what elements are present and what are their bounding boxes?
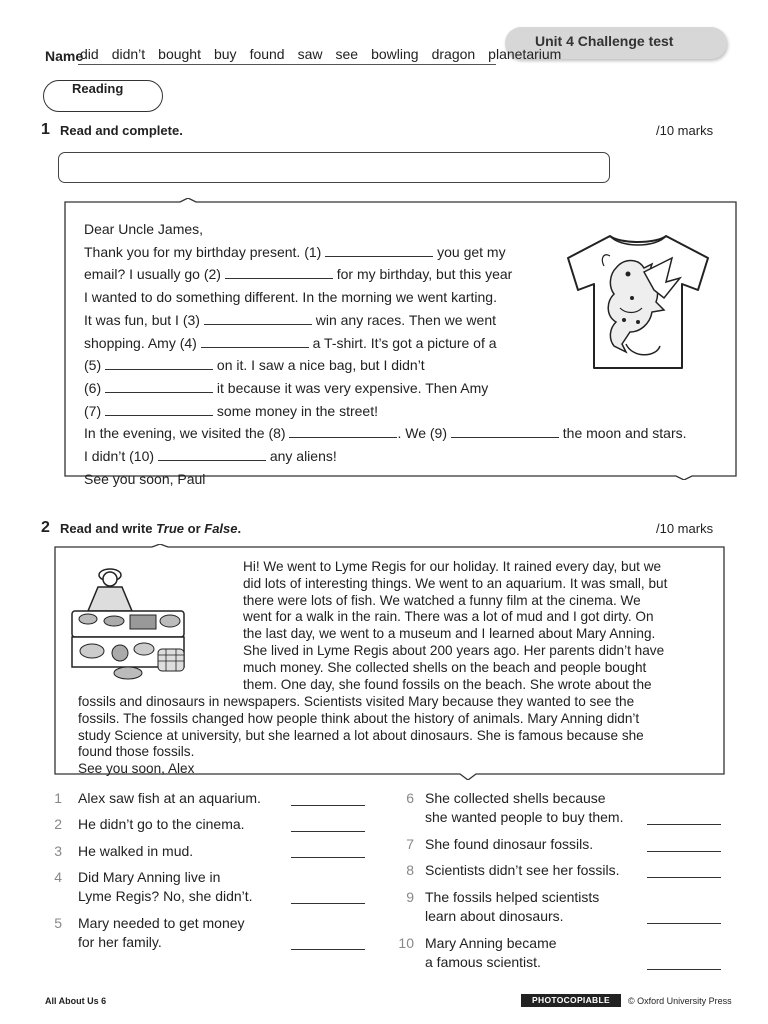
letter-line: (5) [84,357,102,374]
letter-line: In the evening, we visited the (8) [84,425,286,442]
item-number: 5 [54,915,62,931]
story-line: fossils and dinosaurs in newspapers. Scientists visited Mary because they wanted to see the [78,694,635,709]
letter-line: the moon and stars. [562,425,687,442]
question-1-number: 1 [41,121,50,138]
gap-1[interactable] [325,242,433,257]
answer-line-5[interactable] [291,949,365,950]
item-number: 4 [54,869,62,885]
story-line: study Science at university, but she learned a lot about dinosaurs. She is famous because she [78,727,644,743]
word-bank-item: buy [213,46,237,62]
tf-items-right [398,789,728,989]
fossil-stall-illustration [68,563,194,681]
title-false: False [204,521,238,536]
photocopiable-badge: PHOTOCOPIABLE [521,994,621,1007]
story-line: fossils. The fossils changed how people think about the history of animals. Mary Anning didn’t [78,710,640,726]
name-field-line [78,64,496,65]
word-bank [80,46,574,62]
item-text: for her family. [78,934,162,950]
answer-line-3[interactable] [291,857,365,858]
answer-line-2[interactable] [291,831,365,832]
item-text: learn about dinosaurs. [425,908,564,924]
question-2-number: 2 [41,519,50,536]
answer-line-1[interactable] [291,805,365,806]
answer-line-9[interactable] [647,923,721,924]
item-text: Mary needed to get money [78,915,245,931]
title-part: Read and write [60,521,157,536]
reading-label: Reading [72,81,124,96]
answer-line-6[interactable] [647,824,721,825]
item-text: He walked in mud. [78,843,194,859]
story-text-right [243,559,713,693]
letter-line: win any races. Then we went [315,311,496,328]
gap-10[interactable] [158,446,266,461]
title-part: or [184,521,205,536]
letter-line: (6) [84,379,102,396]
letter-greeting: Dear Uncle James, [84,221,204,237]
word-box [58,152,610,183]
word-bank-item: didn’t [111,46,146,62]
story-line: She lived in Lyme Regis about 200 years ago. Her parents didn’t have [243,642,665,658]
letter-line: . We (9) [397,425,447,442]
item-text: Scientists didn’t see her fossils. [425,862,620,878]
story-line: Hi! We went to Lyme Regis for our holiday. It rained every day, but we [243,559,662,574]
letter-line: shopping. Amy (4) [84,334,197,351]
word-bank-item: see [335,46,359,62]
item-number: 6 [406,790,414,806]
item-text: a famous scientist. [425,954,541,970]
item-number: 9 [406,889,414,905]
story-line: much money. She collected shells on the beach and people bought [243,659,647,675]
word-bank-item: saw [297,46,323,62]
gap-9[interactable] [451,423,559,438]
item-text: Did Mary Anning live in [78,869,221,885]
item-text: Mary Anning became [425,935,557,951]
item-text: she wanted people to buy them. [425,809,624,825]
reading-section-pill [43,80,163,112]
story-line: the last day, we went to a museum and I learned about Mary Anning. [243,626,656,642]
answer-line-7[interactable] [647,851,721,852]
question-2-marks: /10 marks [656,521,714,536]
dragon-tshirt-illustration [560,228,716,376]
footer-copyright: © Oxford University Press [628,996,732,1006]
letter-line: email? I usually go (2) [84,266,221,283]
gap-7[interactable] [105,401,213,416]
letter-text [84,218,687,490]
item-number: 10 [398,935,414,951]
item-number: 3 [54,843,62,859]
letter-line: (7) [84,402,102,419]
letter-line: any aliens! [269,448,337,465]
story-line: went for a walk in the rain. There was a lot of mud and I got dirty. On [243,609,654,625]
word-bank-item: found [249,46,285,62]
item-text: She collected shells because [425,790,606,806]
letter-line: It was fun, but I (3) [84,311,200,328]
item-number: 1 [54,790,62,806]
letter-line: a T-shirt. It’s got a picture of a [312,334,497,351]
item-text: Lyme Regis? No, she didn’t. [78,888,253,904]
gap-6[interactable] [105,378,213,393]
question-2-title [60,521,241,536]
letter-line: you get my [437,243,506,260]
story-line: there were lots of fish. We watched a funny film at the cinema. We [243,592,641,608]
letter-line: it because it was very expensive. Then Amy [216,379,489,396]
word-bank-item: did [80,46,99,62]
word-bank-item: bowling [371,46,419,62]
title-part: . [237,521,242,536]
letter-line: some money in the street! [216,402,378,419]
footer-book-title: All About Us 6 [45,996,107,1006]
item-number: 2 [54,816,62,832]
letter-line: for my birthday, but this year [336,266,513,283]
letter-line: on it. I saw a nice bag, but I didn’t [216,357,425,374]
item-text: He didn’t go to the cinema. [78,816,245,832]
item-text: The fossils helped scientists [425,889,600,905]
story-line: found those fossils. [78,744,195,760]
letter-signoff: See you soon, Paul [84,470,206,487]
answer-line-8[interactable] [647,877,721,878]
answer-line-10[interactable] [647,969,721,970]
gap-4[interactable] [201,333,309,348]
story-line: did lots of interesting things. We went to an aquarium. It was small, but [243,575,668,591]
word-bank-item: dragon [431,46,476,62]
letter-line: I wanted to do something different. In the morning we went karting. [84,289,497,306]
question-1-marks: /10 marks [656,123,714,138]
story-line: them. One day, she found fossils on the beach. She wrote about the [243,676,652,692]
item-number: 8 [406,862,414,878]
story-signoff: See you soon, Alex [78,761,195,777]
letter-line: I didn’t (10) [84,448,155,465]
gap-5[interactable] [105,355,213,370]
gap-8[interactable] [289,423,397,438]
tf-items-left [46,789,376,989]
gap-2[interactable] [225,264,333,279]
letter-line: Thank you for my birthday present. (1) [84,243,322,260]
item-text: She found dinosaur fossils. [425,836,594,852]
word-bank-item: bought [158,46,201,62]
gap-3[interactable] [204,310,312,325]
story-text-full [78,694,718,778]
unit-title: Unit 4 Challenge test [535,33,674,49]
title-true: True [156,521,185,536]
name-label: Name [45,48,84,64]
item-text: Alex saw fish at an aquarium. [78,790,261,806]
question-1-title: Read and complete. [60,123,183,138]
item-number: 7 [406,836,414,852]
answer-line-4[interactable] [291,903,365,904]
word-bank-item: planetarium [488,46,562,62]
